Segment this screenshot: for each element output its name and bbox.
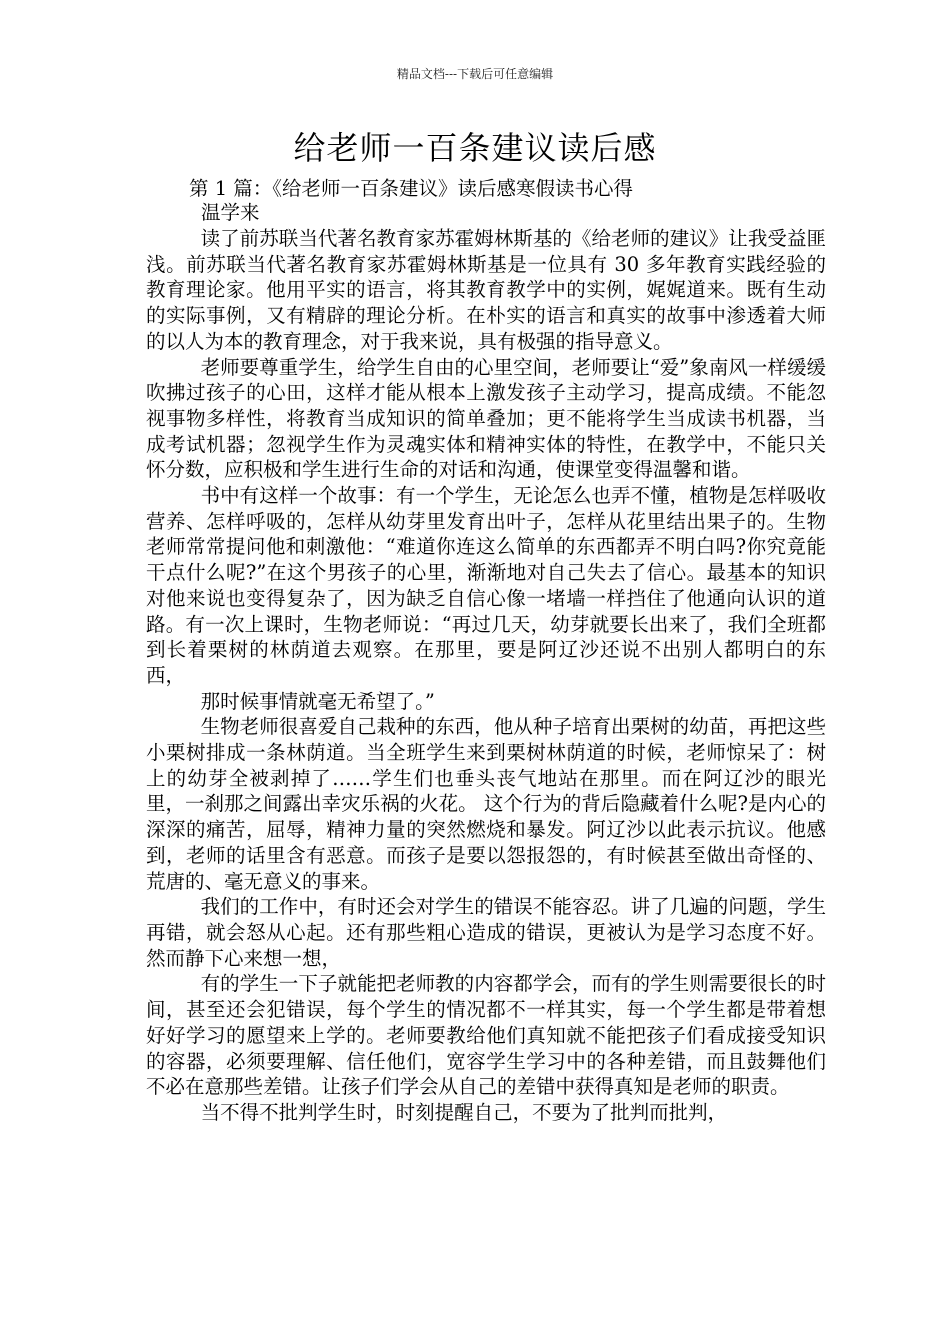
paragraph: 书中有这样一个故事：有一个学生，无论怎么也弄不懂，植物是怎样吸收营养、怎样呼吸的，怎样从幼芽里发育出叶子，怎样从花里结出果子的。生物老师常常提问他和刺激他：“难道你连这么简单的东西都弄不明白吗?你究竟能干点什么呢?”在这个男孩子的心里，渐渐地对自己失去了信心。最基本的知识对他来说也变得复杂了，因为缺乏自信心像一堵墙一样挡住了他通向认识的道路。有一次上课时，生物老师说：“再过几天，幼芽就要长出来了，我们全班都到长着栗树的林荫道去观察。在那里，要是阿辽沙还说不出别人都明白的东西， (146, 484, 826, 687)
page-header-note: 精品文档---下载后可任意编辑 (396, 67, 554, 81)
document-title: 给老师一百条建议读后感 (293, 129, 657, 167)
body-text (146, 226, 826, 1126)
paragraph: 那时候事情就毫无希望了。” (200, 689, 435, 713)
paragraph: 有的学生一下子就能把老师教的内容都学会，而有的学生则需要很长的时间，甚至还会犯错误，每个学生的情况都不一样其实，每一个学生都是带着想好好学习的愿望来上学的。老师要教给他们真知就不能把孩子们看成接受知识的容器，必须要理解、信任他们，宽容学生学习中的各种差错，而且鼓舞他们不必在意那些差错。让孩子们学会从自己的差错中获得真知是老师的职责。 (146, 972, 826, 1099)
paragraph: 当不得不批判学生时，时刻提醒自己，不要为了批判而批判， (200, 1100, 728, 1124)
paragraph: 生物老师很喜爱自己栽种的东西，他从种子培育出栗树的幼苗，再把这些小栗树排成一条林荫道。当全班学生来到栗树林荫道的时候，老师惊呆了：树上的幼芽全被剥掉了……学生们也垂头丧气地站在那里。而在阿辽沙的眼光里，一刹那之间露出幸灾乐祸的火花。 这个行为的背后隐藏着什么呢?是内心的深深的痛苦，屈辱，精神力量的突然燃烧和暴发。阿辽沙以此表示抗议。他感到，老师的话里含有恶意。而孩子是要以怨报怨的，有时候甚至做出奇怪的、荒唐的、毫无意义的事来。 (146, 715, 826, 893)
chapter-subtitle: 第 1 篇：《给老师一百条建议》读后感寒假读书心得 (189, 177, 634, 200)
paragraph: 读了前苏联当代著名教育家苏霍姆林斯基的《给老师的建议》让我受益匪浅。前苏联当代著名教育家苏霍姆林斯基是一位具有 30 多年教育实践经验的教育理论家。他用平实的语言，将其教育教学中的实例，娓娓道来。既有生动的实际事例，又有精辟的理论分析。在朴实的语言和真实的故事中渗透着大师的以人为本的教育理念，对于我来说，具有极强的指导意义。 (146, 227, 826, 353)
author-name: 温学来 (201, 201, 260, 224)
paragraph: 我们的工作中，有时还会对学生的错误不能容忍。讲了几遍的问题，学生再错，就会怒从心起。还有那些粗心造成的错误，更被认为是学习态度不好。然而静下心来想一想， (146, 895, 826, 970)
paragraph: 老师要尊重学生，给学生自由的心里空间，老师要让“爱”象南风一样缓缓吹拂过孩子的心田，这样才能从根本上激发孩子主动学习，提高成绩。不能忽视事物多样性，将教育当成知识的简单叠加；更不能将学生当成读书机器，当成考试机器；忽视学生作为灵魂实体和精神实体的特性，在教学中，不能只关怀分数，应积极和学生进行生命的对话和沟通，使课堂变得温馨和谐。 (146, 355, 826, 482)
